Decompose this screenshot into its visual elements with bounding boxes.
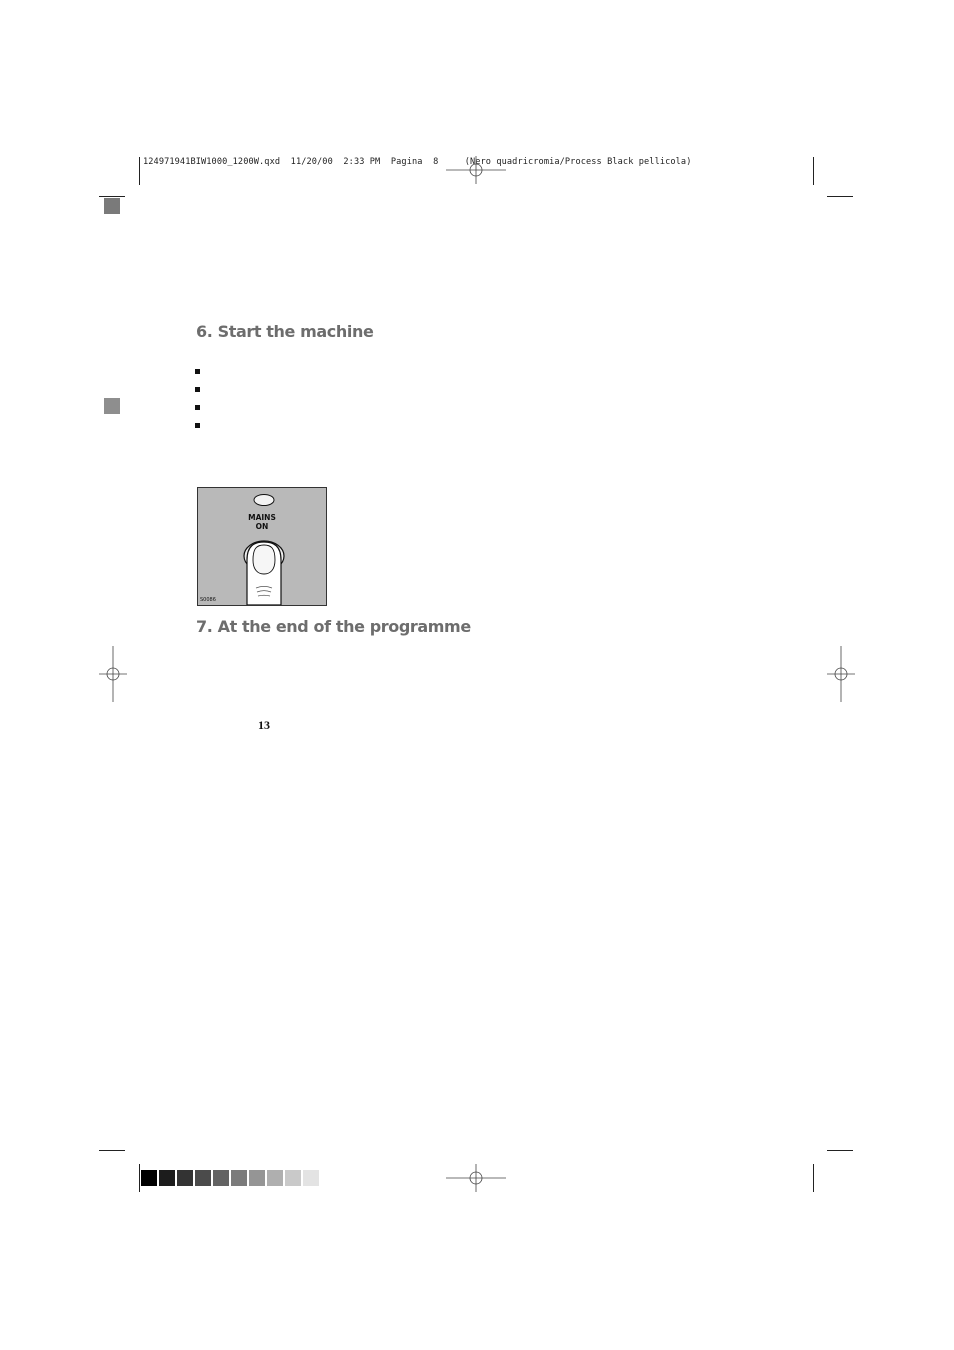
crop-mark	[99, 1150, 125, 1151]
print-slug-line: 124971941BIW1000_1200W.qxd 11/20/00 2:33 PM Pagina 8 (Nero quadricromia/Process Black pellicola)	[143, 157, 692, 167]
crop-mark	[813, 157, 814, 185]
list-item	[195, 421, 208, 439]
bullet-square-icon	[195, 369, 200, 374]
color-swatch	[231, 1170, 247, 1186]
list-item	[195, 403, 208, 421]
section-heading-start-machine: 6. Start the machine	[196, 322, 374, 341]
color-swatch	[141, 1170, 157, 1186]
bullet-square-icon	[195, 387, 200, 392]
color-swatch	[303, 1170, 319, 1186]
page-number: 13	[258, 718, 270, 732]
bullet-square-icon	[195, 423, 200, 428]
bullet-square-icon	[195, 405, 200, 410]
color-swatch	[159, 1170, 175, 1186]
crop-mark	[139, 1164, 140, 1192]
crop-mark	[813, 1164, 814, 1192]
grayscale-color-bar	[141, 1170, 321, 1186]
color-swatch	[285, 1170, 301, 1186]
list-item	[195, 385, 208, 403]
crop-mark	[99, 196, 125, 197]
bullet-list	[195, 367, 208, 439]
color-swatch	[177, 1170, 193, 1186]
mains-on-illustration	[197, 487, 327, 606]
registration-mark-icon	[99, 646, 127, 702]
color-swatch	[195, 1170, 211, 1186]
section-heading-end-of-programme: 7. At the end of the programme	[196, 617, 471, 636]
on-label: ON	[255, 521, 269, 531]
color-swatch	[249, 1170, 265, 1186]
color-swatch	[213, 1170, 229, 1186]
registration-mark-icon	[446, 1164, 506, 1192]
side-grey-square	[104, 398, 120, 414]
figure-code: S0086	[200, 597, 216, 603]
crop-mark	[827, 1150, 853, 1151]
finger-pressing-button-icon	[198, 488, 326, 605]
crop-mark	[139, 157, 140, 185]
list-item	[195, 367, 208, 385]
crop-mark	[827, 196, 853, 197]
color-swatch	[267, 1170, 283, 1186]
side-grey-square	[104, 198, 120, 214]
mains-label: MAINS	[248, 513, 276, 522]
registration-mark-icon	[827, 646, 855, 702]
registration-mark-icon	[446, 156, 506, 184]
